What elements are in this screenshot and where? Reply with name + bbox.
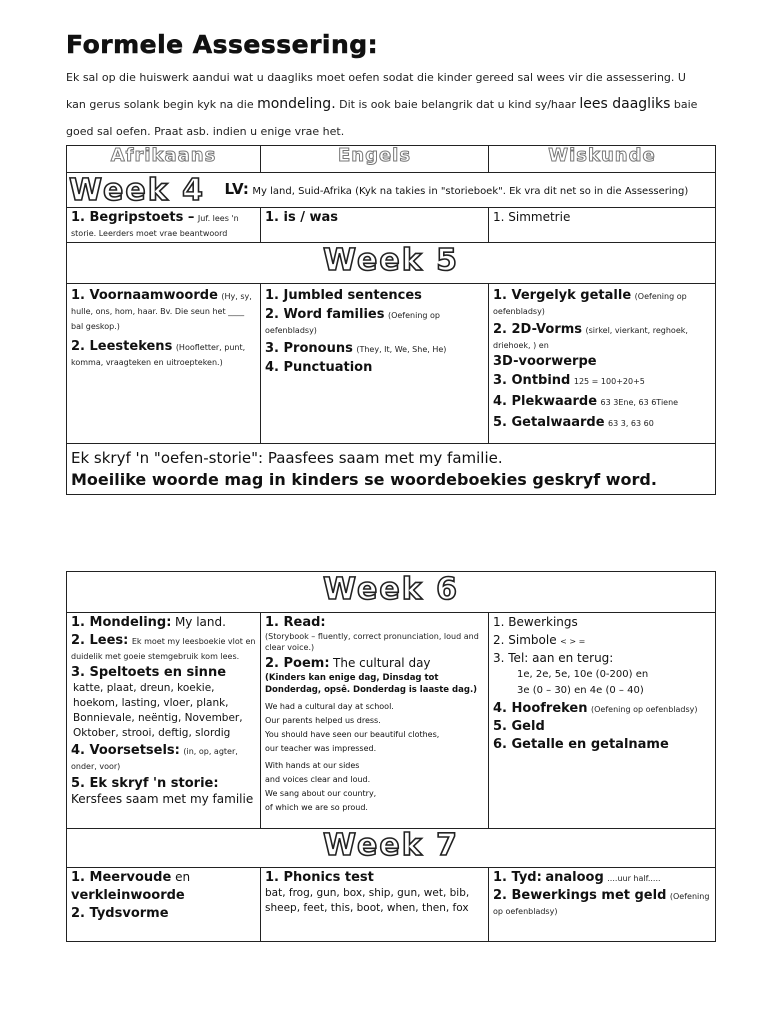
week7-afr-item-1b: verkleinwoorde: [71, 888, 185, 903]
page-title: Formele Assessering:: [66, 30, 379, 59]
column-header-wiskunde: Wiskunde: [489, 146, 716, 173]
week6-wis-count-2: 3e (0 – 30) en 4e (0 – 40): [517, 685, 644, 696]
poem-line: We sang about our country,: [265, 789, 377, 798]
week4-engels-cell: [261, 208, 489, 243]
week5-eng-item-1: 1. Jumbled sentences: [265, 288, 422, 303]
week5-afr-item-2: 2. Leestekens: [71, 339, 173, 354]
week6-wis-item-5: 5. Geld: [493, 719, 545, 734]
week6-wis-item-3: 3. Tel: aan en terug:: [493, 651, 614, 665]
week4-wiskunde-cell: [489, 208, 716, 243]
week4-wis-item: 1. Simmetrie: [493, 210, 571, 224]
week7-eng-item-1: 1. Phonics test: [265, 870, 374, 885]
column-header-afrikaans: Afrikaans: [67, 146, 261, 173]
intro-text-3: baie goed sal oefen. Praat asb. indien u enige vrae het.: [66, 98, 698, 138]
week5-footer-line-2: Moeilike woorde mag in kinders se woordeboekies geskryf word.: [71, 470, 657, 489]
schedule-table-2: [66, 571, 716, 942]
poem-line: of which we are so proud.: [265, 803, 368, 812]
week6-wis-note-4: (Oefening op oefenbladsy): [591, 705, 698, 714]
week7-wiskunde-cell: [489, 868, 716, 942]
week6-engels-cell: [261, 613, 489, 829]
week6-afr-text-5: Kersfees saam met my familie: [71, 792, 254, 806]
week6-eng-note-2: (Kinders kan enige dag, Dinsdag tot Donderdag, opsê. Donderdag is laaste dag.): [265, 673, 478, 695]
intro-text-1: Ek sal op die huiswerk aandui wat u daagliks moet oefen sodat die kinder gereed sal wees vir die assessering. U kan gerus solank begin kyk na die: [66, 71, 686, 111]
poem-line: With hands at our sides: [265, 761, 360, 770]
week7-content-row: [67, 868, 716, 942]
week6-afrikaans-cell: [67, 613, 261, 829]
week4-content-row: [67, 208, 716, 243]
week6-header-row: [67, 572, 716, 613]
week7-wis-item-1: 1. Tyd:: [493, 870, 542, 885]
week6-wis-item-6: 6. Getalle en getalname: [493, 737, 669, 752]
week7-afr-item-2: 2. Tydsvorme: [71, 906, 169, 921]
week5-wis-item-3: 3D-voorwerpe: [493, 354, 597, 369]
week6-wis-item-2: 2. Simbole: [493, 633, 557, 647]
week4-lv-text: My land, Suid-Afrika (Kyk na takies in "storieboek". Ek vra dit net so in die Assessering): [252, 185, 689, 197]
week6-afr-spelling-words: katte, plaat, dreun, koekie, hoekom, lasting, vloer, plank, Bonnievale, neëntig, November, Oktober, strooi, deftig, slordig: [73, 682, 243, 739]
week7-eng-phonics-words: bat, frog, gun, box, ship, gun, wet, bib, sheep, feet, this, boot, when, then, fox: [265, 887, 470, 914]
week6-afr-item-4: 4. Voorsetsels:: [71, 743, 180, 758]
week6-afr-item-1: 1. Mondeling:: [71, 615, 172, 630]
week5-afr-item-1: 1. Voornaamwoorde: [71, 288, 218, 303]
column-header-engels: Engels: [261, 146, 489, 173]
week6-eng-text-2: The cultural day: [333, 656, 431, 670]
week5-wis-item-1: 1. Vergelyk getalle: [493, 288, 632, 303]
week7-wis-item-2: 2. Bewerkings met geld: [493, 888, 667, 903]
week5-wiskunde-cell: [489, 284, 716, 444]
intro-text-2: Dit is ook baie belangrik dat u kind sy/haar: [335, 98, 580, 111]
week4-lv-label: LV:: [224, 179, 249, 198]
poem-line: We had a cultural day at school.: [265, 702, 394, 711]
week7-wis-item-1b: analoog: [545, 870, 604, 885]
schedule-table-1: [66, 145, 716, 495]
week5-wis-note-2: (sirkel, vierkant, reghoek, driehoek, ) en: [493, 326, 688, 350]
week4-header-row: [67, 173, 716, 208]
week5-wis-item-4: 3. Ontbind: [493, 373, 571, 388]
week5-header-row: [67, 243, 716, 284]
poem-line: and voices clear and loud.: [265, 775, 371, 784]
week6-wis-symbols: < > =: [560, 637, 586, 646]
week7-engels-cell: [261, 868, 489, 942]
week6-afr-text-1: My land.: [174, 615, 226, 629]
week7-afrikaans-cell: [67, 868, 261, 942]
week5-wis-note-1: (Oefening op oefenbladsy): [493, 292, 687, 316]
poem-line: Our parents helped us dress.: [265, 716, 381, 725]
week5-eng-item-2: 2. Word families: [265, 307, 385, 322]
week6-wis-count-1: 1e, 2e, 5e, 10e (0-200) en: [517, 669, 649, 680]
week7-afr-item-1: 1. Meervoude: [71, 870, 172, 885]
week5-engels-cell: [261, 284, 489, 444]
week5-wis-note-4: 125 = 100+20+5: [573, 377, 645, 386]
week5-eng-note-2: (Oefening op oefenbladsy): [265, 311, 441, 335]
week6-eng-item-1: 1. Read:: [265, 615, 326, 630]
week5-footer-row: [67, 444, 716, 495]
week6-afr-item-2: 2. Lees:: [71, 633, 129, 648]
week6-wis-item-1: 1. Bewerkings: [493, 615, 578, 629]
week6-afr-note-2: Ek moet my leesboekie vlot en duidelik met goeie stemgebruik kom lees.: [71, 637, 256, 661]
week4-eng-item: 1. is / was: [265, 210, 339, 225]
week7-afr-text-1: en: [171, 870, 191, 884]
week5-afrikaans-cell: [67, 284, 261, 444]
week5-afr-note-1: (Hy, sy, hulle, ons, hom, haar. Bv. Die seun het ____ bal geskop.): [71, 292, 252, 331]
week7-label: Week 7: [323, 827, 459, 863]
week6-afr-note-4: (in, op, agter, onder, voor): [71, 747, 238, 771]
intro-bold-1: mondeling.: [257, 96, 336, 112]
week5-eng-item-3: 3. Pronouns: [265, 341, 353, 356]
poem-line: You should have seen our beautiful clothes,: [265, 730, 440, 739]
intro-paragraph: [66, 64, 706, 145]
week4-label: Week 4: [69, 173, 205, 208]
week5-wis-item-5: 4. Plekwaarde: [493, 394, 598, 409]
week7-header-row: [67, 829, 716, 868]
week4-afr-note: Juf. lees 'n storie. Leerders moet vrae beantwoord: [71, 214, 239, 238]
week5-label: Week 5: [323, 242, 459, 278]
week5-afr-note-2: (Hoofletter, punt, komma, vraagteken en uitroepteken.): [71, 343, 246, 367]
week6-eng-item-2: 2. Poem:: [265, 656, 330, 671]
week5-footer-line-1: Ek skryf 'n "oefen-storie": Paasfees saam met my familie.: [71, 449, 503, 467]
week7-wis-note-2: (Oefening op oefenbladsy): [493, 892, 710, 916]
week5-content-row: [67, 284, 716, 444]
week5-wis-note-5: 63 3Ene, 63 6Tiene: [600, 398, 679, 407]
week4-afrikaans-cell: [67, 208, 261, 243]
week6-afr-item-3: 3. Speltoets en sinne: [71, 665, 227, 680]
week6-label: Week 6: [323, 571, 459, 607]
week5-wis-item-6: 5. Getalwaarde: [493, 415, 605, 430]
poem-stanza-2: [265, 759, 484, 814]
week5-wis-note-6: 63 3, 63 60: [608, 419, 654, 428]
week5-eng-note-3: (They, It, We, She, He): [356, 345, 447, 354]
week6-wis-item-4: 4. Hoofreken: [493, 701, 588, 716]
poem-line: our teacher was impressed.: [265, 744, 377, 753]
week5-eng-item-4: 4. Punctuation: [265, 360, 373, 375]
week6-content-row: [67, 613, 716, 829]
week4-afr-bold: 1. Begripstoets –: [71, 210, 195, 225]
week6-afr-item-5: 5. Ek skryf 'n storie:: [71, 776, 219, 791]
week6-eng-note-1: (Storybook – fluently, correct pronunciation, loud and clear voice.): [265, 632, 479, 652]
week5-wis-item-2: 2. 2D-Vorms: [493, 322, 583, 337]
week6-wiskunde-cell: [489, 613, 716, 829]
week7-wis-text-1: ....uur half.....: [607, 874, 661, 883]
column-header-row: [67, 146, 716, 173]
poem-stanza-1: [265, 700, 484, 755]
intro-bold-2: lees daagliks: [579, 96, 671, 112]
